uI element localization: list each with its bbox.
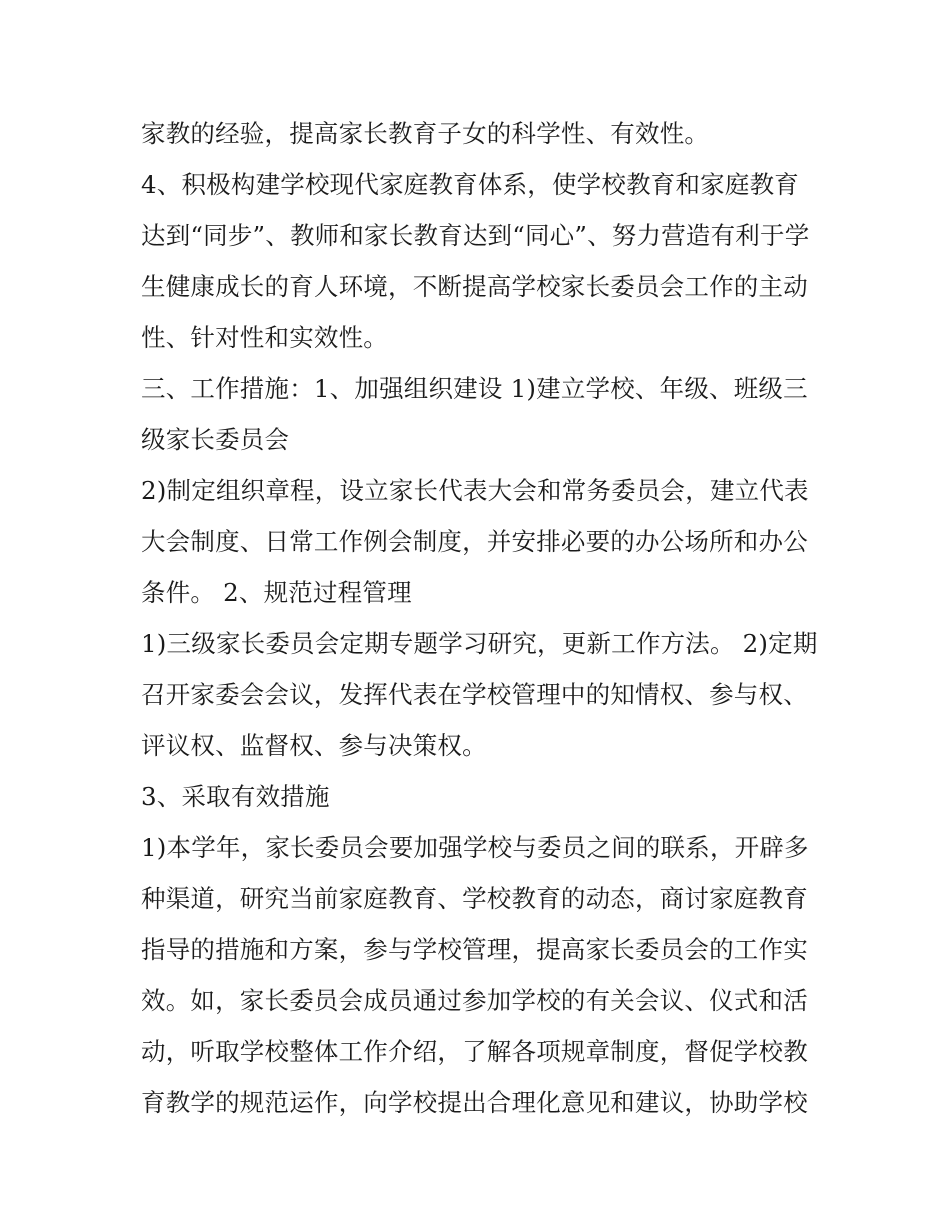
text-line: 育教学的规范运作，向学校提出合理化意见和建议，协助学校 [141, 1088, 808, 1117]
text-line: 3、采取有效措施 [141, 782, 330, 811]
text-line: 1)本学年，家长委员会要加强学校与委员之间的联系，开辟多 [141, 833, 809, 862]
text-line: 评议权、监督权、参与决策权。 [141, 731, 487, 760]
text-line: 召开家委会会议，发挥代表在学校管理中的知情权、参与权、 [141, 680, 808, 709]
text-line: 效。如，家长委员会成员通过参加学校的有关会议、仪式和活 [141, 986, 808, 1015]
text-line: 生健康成长的育人环境，不断提高学校家长委员会工作的主动 [141, 272, 808, 301]
text-line: 性、针对性和实效性。 [141, 323, 388, 352]
text-line: 达到“同步”、教师和家长教育达到“同心”、努力营造有利于学 [141, 221, 810, 250]
text-line: 家教的经验，提高家长教育子女的科学性、有效性。 [141, 119, 710, 148]
document-body [141, 108, 821, 1128]
text-line: 级家长委员会 [141, 425, 290, 454]
text-line: 三、工作措施：1、加强组织建设 1)建立学校、年级、班级三 [141, 374, 808, 403]
text-line: 4、积极构建学校现代家庭教育体系，使学校教育和家庭教育 [141, 170, 799, 199]
text-line: 动，听取学校整体工作介绍，了解各项规章制度，督促学校教 [141, 1037, 808, 1066]
text-line: 2)制定组织章程，设立家长代表大会和常务委员会，建立代表 [141, 476, 809, 505]
text-line: 1)三级家长委员会定期专题学习研究，更新工作方法。 2)定期 [141, 629, 818, 658]
text-line: 大会制度、日常工作例会制度，并安排必要的办公场所和办公 [141, 527, 808, 556]
text-line: 种渠道，研究当前家庭教育、学校教育的动态，商讨家庭教育 [141, 884, 808, 913]
text-line: 指导的措施和方案，参与学校管理，提高家长委员会的工作实 [141, 935, 808, 964]
text-line: 条件。 2、规范过程管理 [141, 578, 412, 607]
